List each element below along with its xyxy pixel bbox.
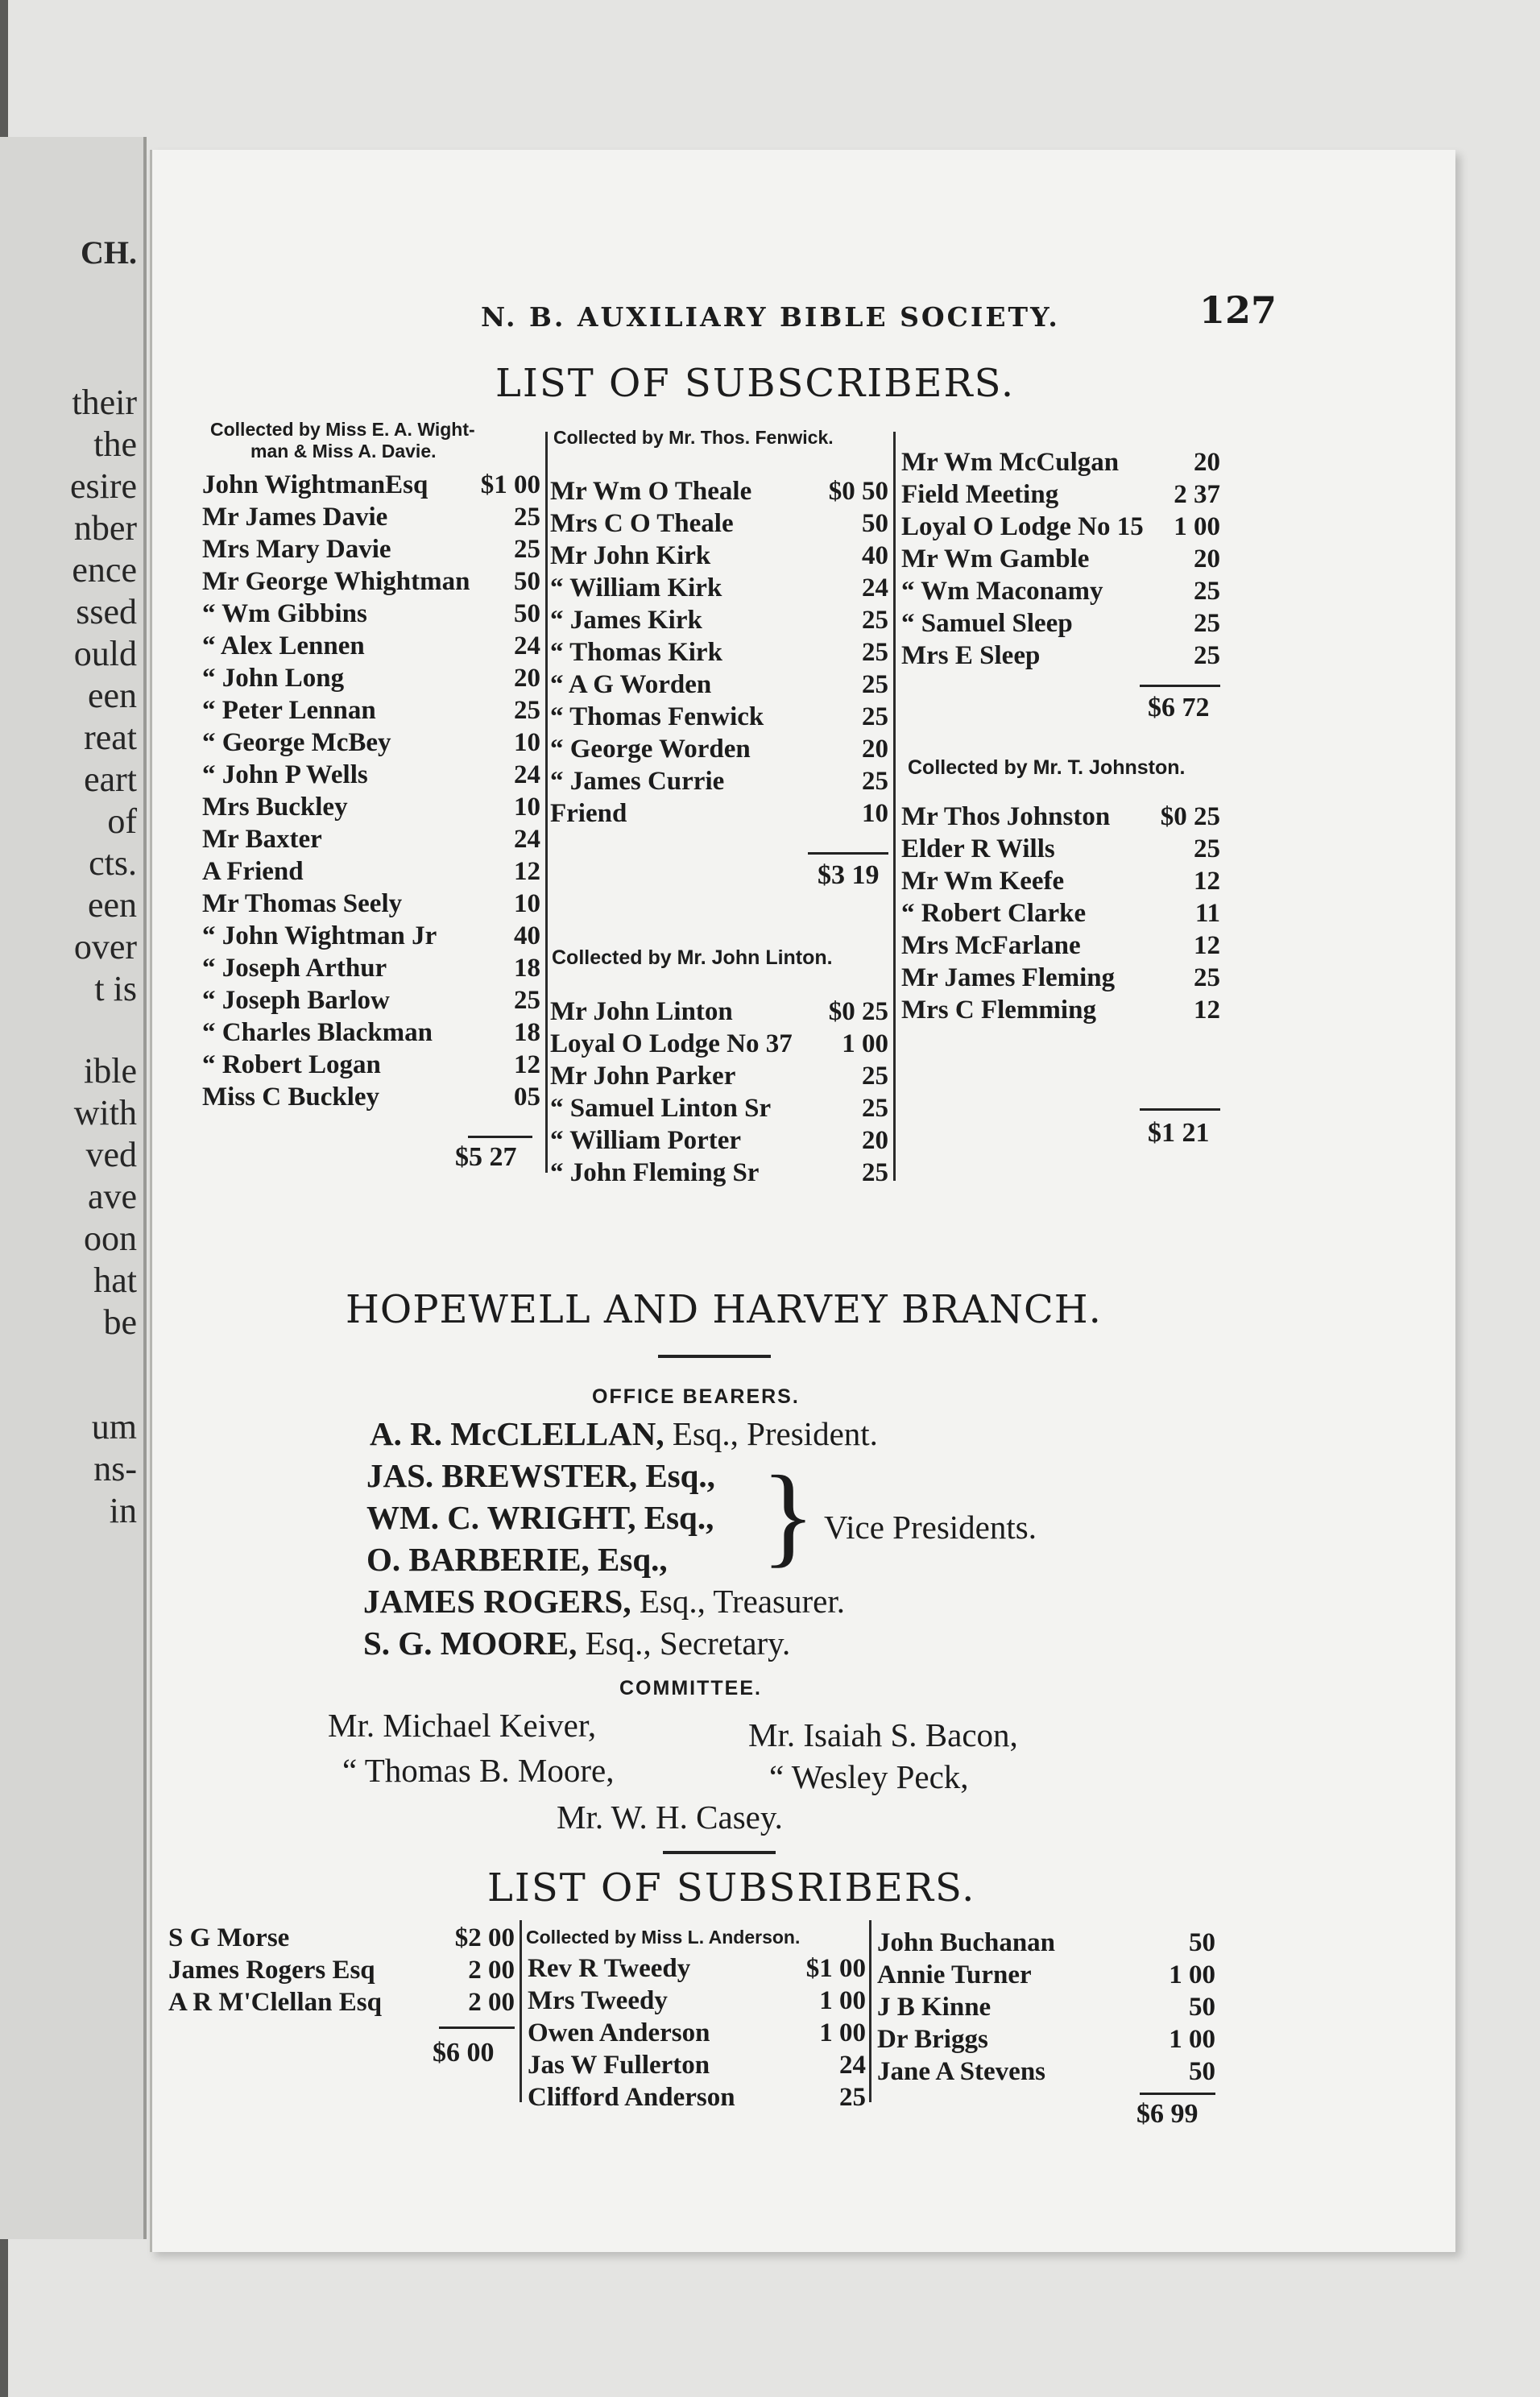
subscriber-name: “ Wm Maconamy — [901, 577, 1103, 606]
subscriber-amount: 18 — [514, 1018, 540, 1047]
subscriber-row — [550, 1029, 888, 1062]
subscriber-row — [901, 963, 1220, 996]
subscriber-name: “ John Fleming Sr — [550, 1158, 760, 1187]
subscriber-list-col2 — [528, 1954, 866, 2115]
subscriber-row — [901, 996, 1220, 1028]
subscriber-name: “ John P Wells — [202, 760, 368, 789]
subscriber-amount: 24 — [839, 2051, 866, 2080]
subscriber-name: Mr John Kirk — [550, 541, 711, 570]
office-bearers-heading: OFFICE BEARERS. — [592, 1385, 800, 1408]
col-heading: Collected by Mr. Thos. Fenwick. — [553, 427, 834, 448]
total-rule — [808, 852, 888, 855]
subscriber-row — [168, 1988, 515, 2020]
subscriber-name: John WightmanEsq — [202, 470, 428, 499]
col-heading: Collected by Miss L. Anderson. — [526, 1927, 801, 1948]
subscriber-amount: 40 — [862, 541, 888, 570]
subscriber-amount: 25 — [514, 986, 540, 1015]
subscriber-amount: 25 — [1194, 641, 1220, 670]
subscriber-row — [528, 1986, 866, 2018]
subscriber-amount: 25 — [862, 702, 888, 731]
subscriber-amount: 25 — [514, 696, 540, 725]
subscriber-row — [901, 931, 1220, 963]
subscriber-row — [202, 889, 540, 921]
adjacent-page-text: nber — [73, 508, 137, 548]
subscriber-name: Mrs Tweedy — [528, 1986, 668, 2015]
subscriber-list-col2a — [550, 477, 888, 831]
subscriber-row — [877, 2025, 1215, 2057]
subscriber-amount: 12 — [514, 857, 540, 886]
vice-president-2: WM. C. WRIGHT, Esq., — [366, 1499, 714, 1536]
vice-president-role: Vice Presidents. — [824, 1509, 1037, 1546]
subscriber-name: “ Thomas Fenwick — [550, 702, 764, 731]
col-heading: Collected by Miss E. A. Wight- man & Miss A. Davie. — [210, 419, 475, 462]
subscriber-row — [202, 1018, 540, 1050]
branch-heading: HOPEWELL AND HARVEY BRANCH. — [346, 1287, 1102, 1332]
subscriber-name: S G Morse — [168, 1923, 290, 1952]
subscriber-name: “ Alex Lennen — [202, 631, 365, 660]
subscriber-amount: 20 — [862, 735, 888, 764]
committee-member: “ Thomas B. Moore, — [342, 1752, 615, 1789]
subscriber-name: Mr Wm McCulgan — [901, 448, 1120, 477]
section-rule — [663, 1851, 776, 1854]
subscriber-name: Miss C Buckley — [202, 1083, 380, 1112]
subscriber-name: “ George Worden — [550, 735, 751, 764]
subscriber-amount: 24 — [514, 825, 540, 854]
adjacent-page-text: CH. — [81, 234, 137, 271]
subscriber-row — [202, 696, 540, 728]
subscriber-row — [202, 664, 540, 696]
subscriber-name: Mr Wm Keefe — [901, 867, 1065, 896]
adjacent-page-text: ns- — [93, 1449, 137, 1488]
subscriber-name: “ Robert Logan — [202, 1050, 381, 1079]
subscriber-name: John Buchanan — [877, 1928, 1056, 1957]
column-total: $1 21 — [1148, 1118, 1210, 1148]
subscriber-amount: 25 — [1194, 577, 1220, 606]
subscriber-row — [202, 1050, 540, 1083]
subscriber-amount: 11 — [1194, 899, 1220, 928]
subscriber-name: “ John Wightman Jr — [202, 921, 437, 950]
running-head: N. B. AUXILIARY BIBLE SOCIETY. — [481, 301, 1060, 333]
subscriber-name: Mr Baxter — [202, 825, 322, 854]
subscriber-row — [202, 503, 540, 535]
subscriber-amount: 25 — [862, 670, 888, 699]
committee-member: “ Wesley Peck, — [769, 1758, 969, 1795]
adjacent-page-text: in — [109, 1491, 137, 1530]
subscriber-row — [901, 448, 1220, 480]
adjacent-page-text: over — [73, 927, 137, 967]
committee-heading: COMMITTEE. — [619, 1677, 762, 1699]
column-divider — [545, 432, 548, 1173]
subscriber-row — [550, 1158, 888, 1190]
subscriber-name: Rev R Tweedy — [528, 1954, 691, 1983]
subscriber-row — [202, 1083, 540, 1115]
subscriber-name: Clifford Anderson — [528, 2083, 735, 2112]
subscriber-row — [202, 631, 540, 664]
subscriber-name: Mr George Whightman — [202, 567, 470, 596]
subscriber-amount: 24 — [862, 573, 888, 602]
subscriber-row — [901, 512, 1220, 544]
committee-member: Mr. W. H. Casey. — [557, 1799, 783, 1836]
subscriber-amount: $0 25 — [828, 997, 888, 1026]
adjacent-page-text: be — [103, 1302, 137, 1342]
subscriber-name: “ Thomas Kirk — [550, 638, 722, 667]
subscriber-amount: 10 — [514, 793, 540, 822]
officer-treasurer: JAMES ROGERS, Esq., Treasurer. — [363, 1583, 845, 1620]
document-page — [150, 150, 1455, 2252]
subscriber-name: “ William Porter — [550, 1126, 742, 1155]
subscriber-amount: 24 — [514, 631, 540, 660]
subscriber-amount: $1 00 — [805, 1954, 866, 1983]
subscriber-amount: 25 — [514, 535, 540, 564]
subscriber-amount: 20 — [1194, 544, 1220, 573]
subscriber-row — [901, 480, 1220, 512]
subscriber-row — [550, 1062, 888, 1094]
subscriber-amount: 50 — [514, 599, 540, 628]
subscriber-row — [550, 1126, 888, 1158]
subscriber-name: Mr John Linton — [550, 997, 733, 1026]
subscriber-name: Friend — [550, 799, 627, 828]
column-total: $6 72 — [1148, 693, 1210, 722]
committee-member: Mr. Michael Keiver, — [328, 1707, 597, 1744]
subscriber-row — [202, 793, 540, 825]
subscriber-amount: 10 — [514, 728, 540, 757]
subscriber-row — [202, 921, 540, 954]
subscriber-name: Dr Briggs — [877, 2025, 988, 2054]
subscriber-amount: 50 — [514, 567, 540, 596]
list-title: LIST OF SUBSCRIBERS. — [495, 361, 1016, 406]
subscriber-name: “ Robert Clarke — [901, 899, 1087, 928]
subscriber-name: A R M'Clellan Esq — [168, 1988, 382, 2017]
subscriber-amount: 10 — [862, 799, 888, 828]
subscriber-row — [528, 2051, 866, 2083]
subscriber-name: Mr Thos Johnston — [901, 802, 1111, 831]
col-heading: Collected by Mr. T. Johnston. — [908, 756, 1186, 779]
subscriber-name: Mr Wm Gamble — [901, 544, 1090, 573]
subscriber-name: Mrs Buckley — [202, 793, 348, 822]
subscriber-name: “ Joseph Arthur — [202, 954, 387, 983]
adjacent-page-text: hat — [93, 1261, 137, 1300]
adjacent-page-text: een — [87, 885, 137, 925]
subscriber-amount: 25 — [862, 767, 888, 796]
subscriber-name: Mrs C O Theale — [550, 509, 734, 538]
subscriber-amount: 20 — [1194, 448, 1220, 477]
subscriber-list-col3a — [901, 448, 1220, 673]
subscriber-amount: 1 00 — [1174, 512, 1220, 541]
subscriber-amount: $2 00 — [454, 1923, 515, 1952]
subscriber-amount: 12 — [1194, 867, 1220, 896]
adjacent-page-text: reat — [84, 718, 137, 757]
subscriber-row — [550, 477, 888, 509]
subscriber-amount: 1 00 — [819, 2018, 866, 2047]
column-divider — [869, 1920, 871, 2102]
subscriber-list-col1 — [202, 470, 540, 1115]
subscriber-amount: 20 — [514, 664, 540, 693]
committee-member: Mr. Isaiah S. Bacon, — [748, 1716, 1018, 1753]
subscriber-row — [528, 1954, 866, 1986]
subscriber-list-col1 — [168, 1923, 515, 2020]
subscriber-name: “ Joseph Barlow — [202, 986, 390, 1015]
subscriber-name: “ George McBey — [202, 728, 391, 757]
subscriber-list-col3b — [901, 802, 1220, 1028]
adjacent-page-text: ave — [87, 1177, 137, 1216]
subscriber-row — [877, 1960, 1215, 1993]
subscriber-name: “ James Kirk — [550, 606, 702, 635]
subscriber-amount: 50 — [1189, 1993, 1215, 2022]
total-rule — [1140, 1108, 1220, 1111]
subscriber-name: Field Meeting — [901, 480, 1059, 509]
total-rule — [468, 1136, 532, 1138]
subscriber-amount: 25 — [1194, 834, 1220, 863]
subscriber-name: Loyal O Lodge No 15 — [901, 512, 1144, 541]
subscriber-amount: 25 — [1194, 609, 1220, 638]
subscriber-amount: 12 — [1194, 996, 1220, 1025]
subscriber-amount: 25 — [862, 638, 888, 667]
subscriber-name: “ Charles Blackman — [202, 1018, 433, 1047]
adjacent-page-fragment — [0, 137, 147, 2239]
subscriber-name: James Rogers Esq — [168, 1956, 375, 1985]
subscriber-row — [168, 1923, 515, 1956]
total-rule — [1140, 685, 1220, 687]
subscriber-name: “ William Kirk — [550, 573, 722, 602]
subscriber-row — [901, 609, 1220, 641]
subscriber-row — [901, 867, 1220, 899]
adjacent-page-text: ould — [73, 634, 137, 673]
subscriber-row — [550, 799, 888, 831]
subscriber-amount: 1 00 — [1169, 1960, 1215, 1989]
subscriber-row — [528, 2083, 866, 2115]
column-divider — [893, 432, 896, 1181]
adjacent-page-text: oon — [84, 1219, 137, 1258]
subscriber-row — [550, 735, 888, 767]
subscriber-list-col3 — [877, 1928, 1215, 2089]
subscriber-name: Mr Wm O Theale — [550, 477, 752, 506]
subscriber-name: Annie Turner — [877, 1960, 1032, 1989]
subscriber-name: J B Kinne — [877, 1993, 991, 2022]
subscriber-amount: 25 — [1194, 963, 1220, 992]
subscriber-name: Mr James Fleming — [901, 963, 1116, 992]
subscriber-amount: 25 — [839, 2083, 866, 2112]
subscriber-amount: 25 — [862, 606, 888, 635]
subscriber-row — [202, 986, 540, 1018]
page-number: 127 — [1199, 288, 1277, 332]
subscriber-amount: 20 — [862, 1126, 888, 1155]
subscriber-row — [901, 544, 1220, 577]
subscriber-amount: 24 — [514, 760, 540, 789]
subscriber-name: “ John Long — [202, 664, 345, 693]
subscriber-row — [550, 541, 888, 573]
subscriber-amount: 05 — [514, 1083, 540, 1112]
officer-secretary: S. G. MOORE, Esq., Secretary. — [363, 1625, 791, 1662]
column-total: $3 19 — [818, 860, 880, 890]
adjacent-page-text: ence — [72, 550, 137, 590]
subscriber-amount: $1 00 — [480, 470, 540, 499]
subscriber-amount: 25 — [862, 1094, 888, 1123]
adjacent-page-text: of — [107, 801, 137, 841]
subscriber-row — [877, 2057, 1215, 2089]
adjacent-page-text: t is — [94, 969, 137, 1008]
subscriber-row — [550, 1094, 888, 1126]
adjacent-page-text: um — [91, 1407, 137, 1447]
subscriber-amount: 50 — [1189, 2057, 1215, 2086]
subscriber-amount: 40 — [514, 921, 540, 950]
list-title: LIST OF SUBSRIBERS. — [487, 1865, 976, 1911]
subscriber-name: A Friend — [202, 857, 304, 886]
column-total: $6 00 — [433, 2038, 495, 2068]
subscriber-amount: 18 — [514, 954, 540, 983]
adjacent-page-text: esire — [69, 466, 137, 506]
subscriber-name: “ Samuel Sleep — [901, 609, 1073, 638]
subscriber-name: “ James Currie — [550, 767, 725, 796]
subscriber-name: Jane A Stevens — [877, 2057, 1046, 2086]
subscriber-row — [550, 997, 888, 1029]
subscriber-row — [901, 577, 1220, 609]
subscriber-amount: 10 — [514, 889, 540, 918]
subscriber-row — [202, 857, 540, 889]
subscriber-amount: 1 00 — [842, 1029, 888, 1058]
subscriber-row — [550, 606, 888, 638]
subscriber-name: “ Peter Lennan — [202, 696, 376, 725]
subscriber-name: Mrs McFarlane — [901, 931, 1081, 960]
adjacent-page-text: cts. — [89, 843, 137, 883]
adjacent-page-text: ved — [85, 1135, 137, 1174]
subscriber-name: Mr Thomas Seely — [202, 889, 403, 918]
subscriber-amount: 1 00 — [819, 1986, 866, 2015]
subscriber-amount: 50 — [1189, 1928, 1215, 1957]
subscriber-name: Mrs C Flemming — [901, 996, 1096, 1025]
subscriber-row — [877, 1928, 1215, 1960]
subscriber-amount: 2 37 — [1174, 480, 1220, 509]
subscriber-row — [202, 599, 540, 631]
subscriber-row — [202, 760, 540, 793]
subscriber-row — [168, 1956, 515, 1988]
subscriber-name: “ Samuel Linton Sr — [550, 1094, 772, 1123]
subscriber-row — [202, 728, 540, 760]
subscriber-name: Owen Anderson — [528, 2018, 710, 2047]
adjacent-page-text: ible — [84, 1051, 137, 1091]
total-rule — [439, 2026, 515, 2029]
subscriber-amount: $0 50 — [828, 477, 888, 506]
column-total: $5 27 — [455, 1142, 517, 1172]
adjacent-page-text: eart — [84, 760, 137, 799]
subscriber-row — [901, 802, 1220, 834]
subscriber-amount: 2 00 — [468, 1956, 515, 1985]
subscriber-row — [202, 535, 540, 567]
subscriber-row — [202, 825, 540, 857]
subscriber-name: Mrs Mary Davie — [202, 535, 391, 564]
subscriber-row — [901, 834, 1220, 867]
adjacent-page-text: ssed — [76, 592, 137, 631]
subscriber-amount: 12 — [1194, 931, 1220, 960]
subscriber-row — [901, 641, 1220, 673]
subscriber-name: Mr James Davie — [202, 503, 388, 532]
subscriber-amount: 25 — [862, 1158, 888, 1187]
vice-president-3: O. BARBERIE, Esq., — [366, 1541, 668, 1578]
subscriber-name: “ A G Worden — [550, 670, 712, 699]
subscriber-amount: 1 00 — [1169, 2025, 1215, 2054]
adjacent-page-text: the — [93, 424, 137, 464]
subscriber-row — [550, 670, 888, 702]
heading-rule — [658, 1355, 771, 1358]
subscriber-amount: 25 — [514, 503, 540, 532]
subscriber-row — [550, 767, 888, 799]
subscriber-amount: 25 — [862, 1062, 888, 1091]
officer-president: A. R. McCLELLAN, Esq., President. — [370, 1415, 878, 1452]
subscriber-list-col2b — [550, 997, 888, 1190]
subscriber-row — [550, 638, 888, 670]
brace: } — [761, 1453, 816, 1578]
subscriber-amount: $0 25 — [1160, 802, 1220, 831]
subscriber-row — [202, 567, 540, 599]
vice-president-1: JAS. BREWSTER, Esq., — [366, 1457, 715, 1494]
subscriber-name: “ Wm Gibbins — [202, 599, 367, 628]
subscriber-amount: 2 00 — [468, 1988, 515, 2017]
subscriber-row — [550, 702, 888, 735]
subscriber-row — [202, 470, 540, 503]
subscriber-amount: 12 — [514, 1050, 540, 1079]
subscriber-name: Jas W Fullerton — [528, 2051, 710, 2080]
adjacent-page-text: een — [87, 676, 137, 715]
subscriber-name: Mr John Parker — [550, 1062, 736, 1091]
subscriber-name: Elder R Wills — [901, 834, 1055, 863]
col-heading: Collected by Mr. John Linton. — [552, 946, 833, 969]
column-total: $6 99 — [1136, 2099, 1198, 2129]
subscriber-row — [550, 573, 888, 606]
adjacent-page-text: with — [73, 1093, 137, 1132]
subscriber-row — [877, 1993, 1215, 2025]
subscriber-row — [550, 509, 888, 541]
subscriber-row — [901, 899, 1220, 931]
total-rule — [1140, 2093, 1215, 2095]
subscriber-amount: 50 — [862, 509, 888, 538]
column-divider — [520, 1920, 522, 2102]
subscriber-name: Mrs E Sleep — [901, 641, 1041, 670]
subscriber-name: Loyal O Lodge No 37 — [550, 1029, 793, 1058]
subscriber-row — [528, 2018, 866, 2051]
subscriber-row — [202, 954, 540, 986]
adjacent-page-text: their — [72, 383, 137, 422]
